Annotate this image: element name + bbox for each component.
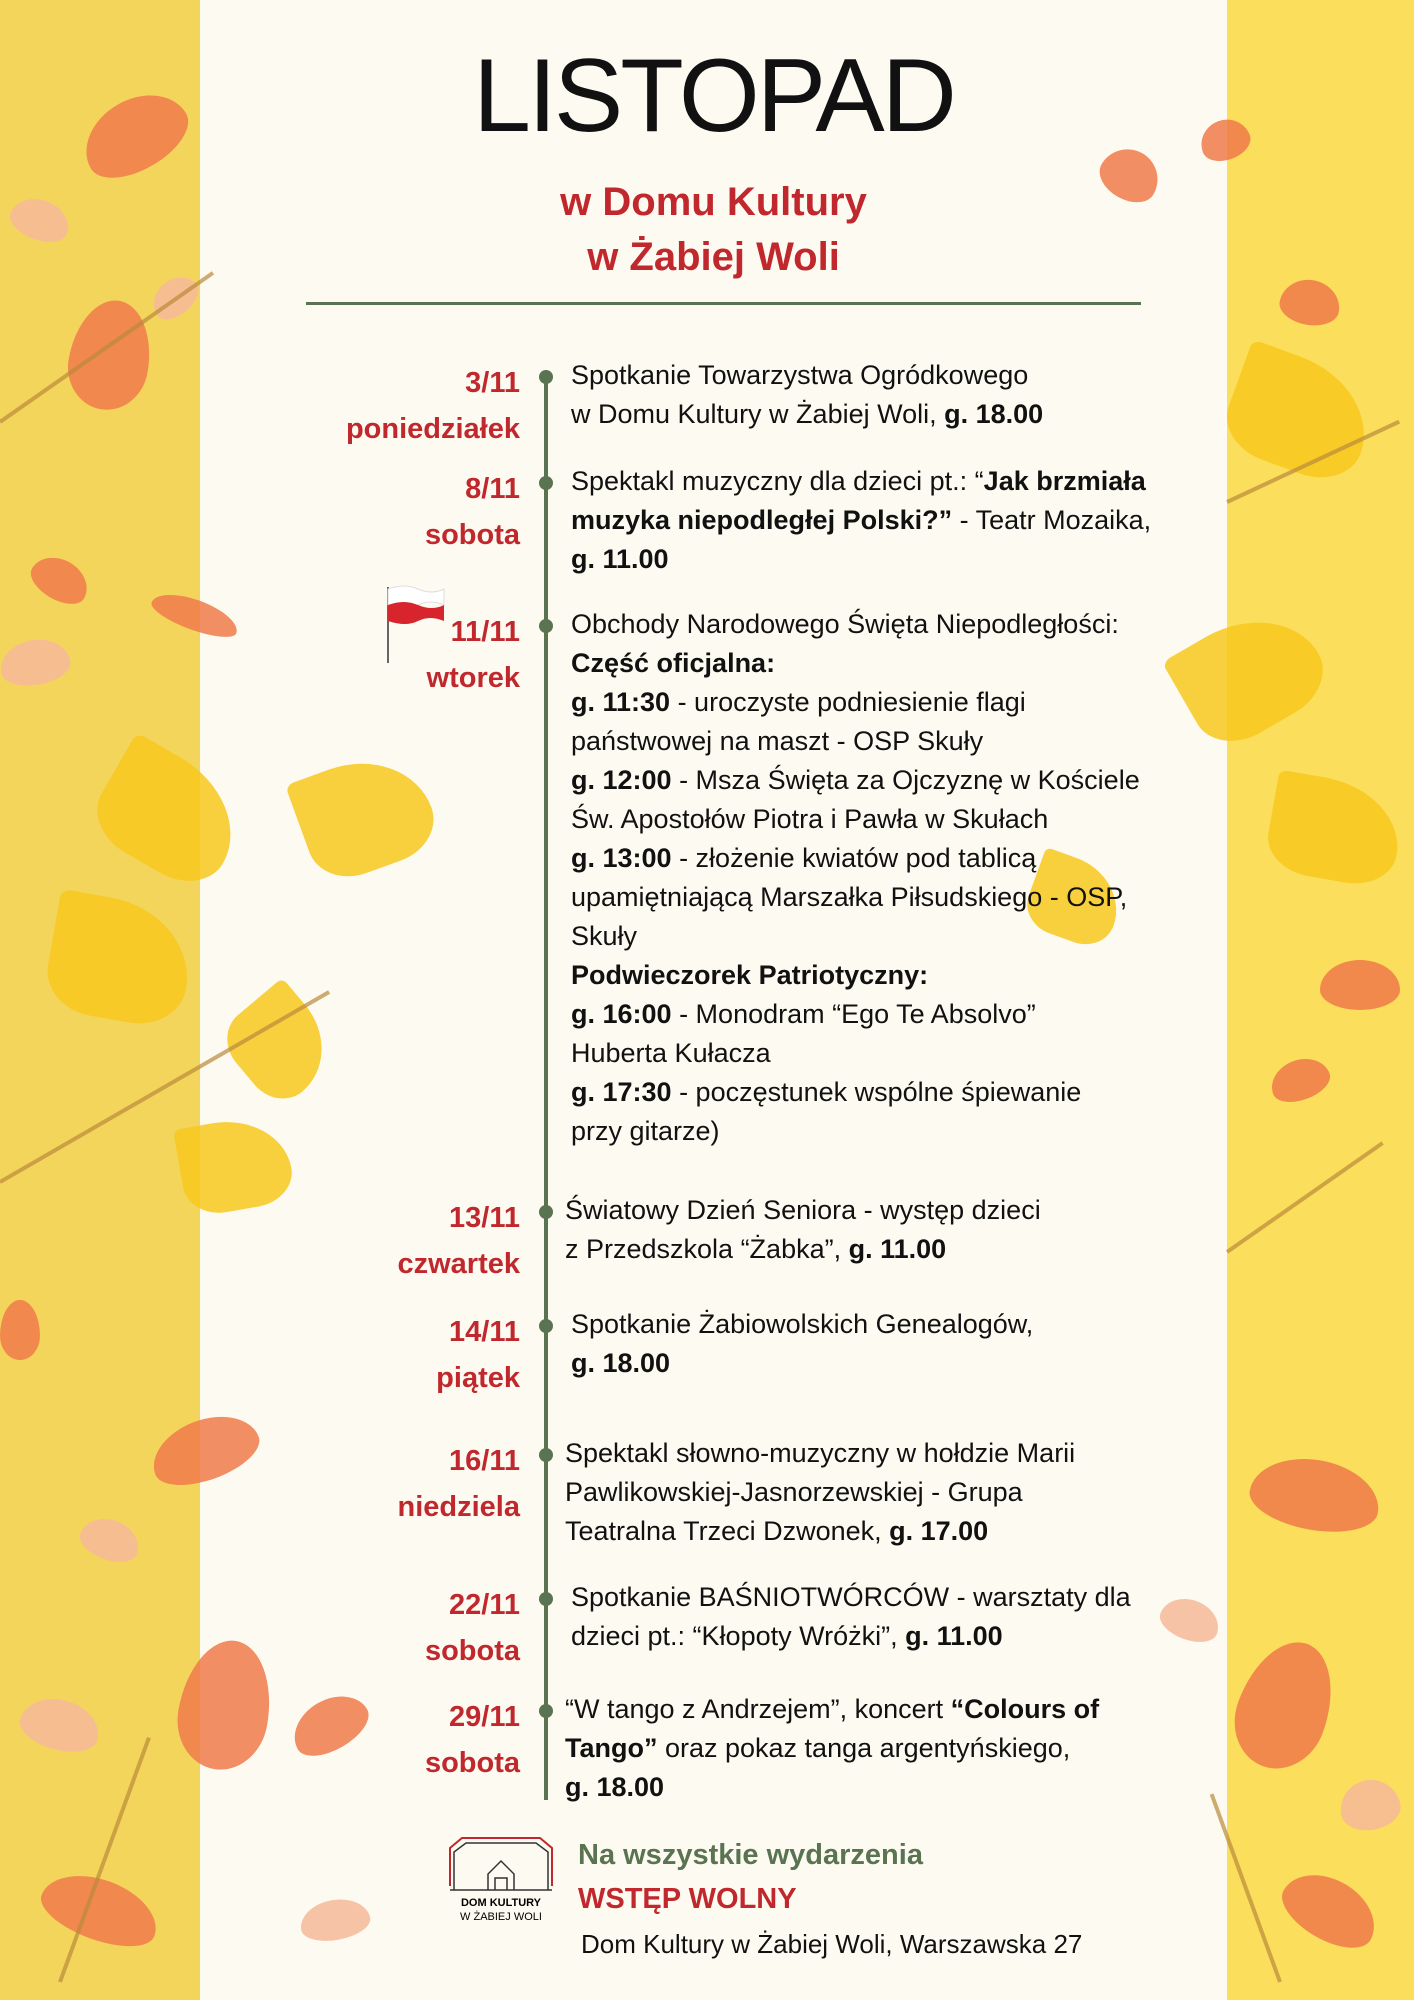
event-weekday: piątek [436,1362,520,1394]
event-description [565,1434,1075,1551]
event-description-line [565,1434,1075,1473]
event-description-line [571,1305,1033,1344]
event-highlight: g. 12:00 [571,765,672,795]
event-description-line [565,1191,1041,1230]
event-description-line [565,1690,1099,1729]
event-weekday: sobota [424,1747,520,1779]
timeline-dot [539,370,553,384]
event-description-line [565,1473,1075,1512]
event-text: Spotkanie BAŚNIOTWÓRCÓW - warsztaty dla [571,1582,1131,1612]
event-description-line [565,1729,1099,1768]
event-date-number: 16/11 [449,1445,520,1477]
event-highlight: g. 11:30 [571,687,671,717]
event-highlight: Tango” [565,1733,658,1763]
event-highlight: g. 11.00 [905,1621,1003,1651]
event-highlight: g. 16:00 [571,999,672,1029]
timeline-dot [539,1205,553,1219]
event-description-line [565,1230,1041,1269]
event-date-number: 14/11 [449,1316,520,1348]
event-description-line [571,800,1140,839]
event-date [425,466,520,558]
event-text: oraz pokaz tanga argentyńskiego, [657,1733,1071,1763]
logo-text-2: W ŻABIEJ WOLI [460,1911,542,1923]
timeline-dot [539,1704,553,1718]
event-description-line [571,501,1151,540]
event-text: państwowej na maszt - OSP Skuły [571,726,984,756]
subtitle-line-2: w Żabiej Woli [587,235,840,279]
timeline-dot [539,1448,553,1462]
event-text: “W tango z Andrzejem”, koncert [565,1694,951,1724]
event-date [346,360,520,452]
event-highlight: muzyka niepodległej Polski?” [571,505,953,535]
event-description-line [571,1617,1131,1656]
leaf-shape [173,1111,297,1219]
event-highlight: g. 13:00 [571,843,672,873]
event-text: Skuły [571,921,638,951]
event-text: Spektakl słowno-muzyczny w hołdzie Marii [565,1438,1076,1468]
event-highlight: g. 18.00 [565,1772,665,1802]
event-date-number: 11/11 [450,616,520,648]
event-date-number: 8/11 [465,473,520,505]
timeline-dot [539,619,553,633]
event-text: Obchody Narodowego Święta Niepodległości: [571,609,1119,639]
event-description-line [571,356,1043,395]
event-description-line [571,722,1140,761]
event-description-line [565,1768,1099,1807]
event-highlight: g. 18.00 [571,1348,671,1378]
event-date [425,1694,520,1786]
event-date [397,1195,520,1287]
event-highlight: Podwieczorek Patriotyczny: [571,960,929,990]
header-divider [306,302,1141,305]
event-description-line [571,683,1140,722]
event-description-line [571,761,1140,800]
event-date-number: 13/11 [449,1202,520,1234]
footer-address: Dom Kultury w Żabiej Woli, Warszawska 27 [581,1929,1083,1959]
event-description-line [571,878,1140,917]
event-description-line [571,1073,1140,1112]
leaf-shape [297,1894,373,1946]
event-weekday: wtorek [426,662,520,694]
event-weekday: sobota [424,1635,520,1667]
event-weekday: czwartek [397,1248,520,1280]
event-description-line [571,644,1140,683]
event-weekday: sobota [424,519,520,551]
event-date [436,1309,520,1401]
event-description-line [571,462,1151,501]
dom-kultury-logo [444,1834,558,1926]
event-text: upamiętniającą Marszałka Piłsudskiego - OSP, [571,882,1128,912]
event-date-number: 22/11 [449,1589,520,1621]
page-title: LISTOPAD [473,38,954,154]
leaf-shape [1155,1591,1225,1649]
event-text: Huberta Kułacza [571,1038,771,1068]
event-date-number: 3/11 [465,367,520,399]
event-description-line [571,956,1140,995]
event-text: - poczęstunek wspólne śpiewanie [671,1077,1082,1107]
event-highlight: g. 17:30 [571,1077,672,1107]
timeline-dot [539,1319,553,1333]
event-description-line [571,395,1043,434]
event-highlight: g. 11.00 [571,544,669,574]
event-highlight: “Colours of [950,1694,1100,1724]
event-text: - uroczyste podniesienie flagi [670,687,1026,717]
event-text: z Przedszkola “Żabka”, [565,1234,849,1264]
event-description-line [571,1578,1131,1617]
leaf-shape [283,1683,377,1766]
event-description-line [571,995,1140,1034]
timeline-dot [539,1592,553,1606]
event-date [425,1582,520,1674]
event-text: - Msza Święta za Ojczyznę w Kościele [671,765,1140,795]
event-description [571,356,1043,434]
free-entry-label: WSTĘP WOLNY [578,1883,797,1915]
event-description-line [571,917,1140,956]
event-description-line [571,1344,1033,1383]
event-text: Pawlikowskiej-Jasnorzewskiej - Grupa [565,1477,1023,1507]
event-text: przy gitarze) [571,1116,720,1146]
event-text: w Domu Kultury w Żabiej Woli, [571,399,945,429]
event-highlight: g. 18.00 [944,399,1044,429]
event-text: Teatralna Trzeci Dzwonek, [565,1516,890,1546]
event-text: - Teatr Mozaika, [952,505,1152,535]
event-text: - złożenie kwiatów pod tablicą [671,843,1037,873]
event-description-line [571,540,1151,579]
event-date [398,1438,521,1530]
leaf-shape [285,741,445,889]
event-highlight: g. 17.00 [889,1516,989,1546]
event-weekday: niedziela [397,1491,520,1523]
event-text: Światowy Dzień Seniora - występ dzieci [565,1195,1041,1225]
event-description-line [571,1034,1140,1073]
event-text: Spotkanie Żabiowolskich Genealogów, [571,1309,1034,1339]
subtitle-line-1: w Domu Kultury [560,180,867,224]
event-description-line [571,1112,1140,1151]
logo-text-1: DOM KULTURY [460,1897,542,1909]
event-highlight: Część oficjalna: [571,648,776,678]
event-date-number: 29/11 [449,1701,520,1733]
timeline-dot [539,476,553,490]
event-highlight: Jak brzmiała [983,466,1146,496]
event-text: - Monodram “Ego Te Absolvo” [671,999,1036,1029]
event-text: Spektakl muzyczny dla dzieci pt.: “ [571,466,984,496]
event-description [571,1578,1131,1656]
event-description [565,1690,1099,1807]
event-description [571,605,1140,1151]
event-text: Spotkanie Towarzystwa Ogródkowego [571,360,1029,390]
footer-note: Na wszystkie wydarzenia [578,1839,923,1871]
timeline-line [544,372,548,1800]
event-description-line [565,1512,1075,1551]
event-text: dzieci pt.: “Kłopoty Wróżki”, [571,1621,906,1651]
event-description-line [571,839,1140,878]
event-text: Św. Apostołów Piotra i Pawła w Skułach [571,804,1049,834]
event-highlight: g. 11.00 [848,1234,947,1264]
event-description-line [571,605,1140,644]
event-description [565,1191,1041,1269]
event-description [571,462,1151,579]
event-description [571,1305,1033,1383]
event-weekday: poniedziałek [345,413,520,445]
polish-flag-icon [384,583,446,663]
